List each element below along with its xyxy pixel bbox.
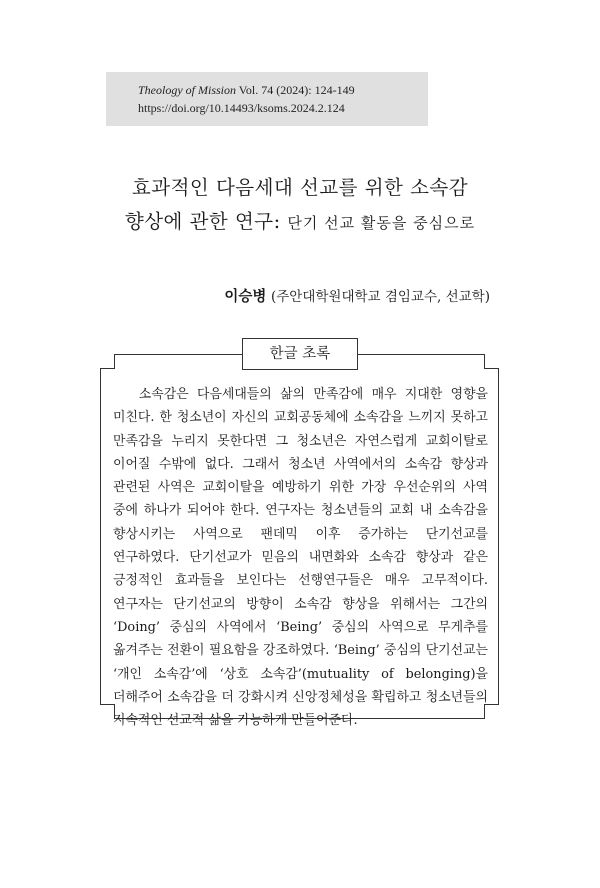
citation-box	[106, 72, 428, 126]
title-line-2	[0, 206, 600, 234]
author-affiliation: (주안대학원대학교 겸임교수, 선교학)	[270, 289, 490, 305]
journal-name: Theology of Mission	[138, 83, 236, 97]
abstract-text: 소속감은 다음세대들의 삶의 만족감에 매우 지대한 영향을 미친다. 한 청소년이 자신의 교회공동체에 소속감을 느끼지 못하고 만족감을 누리지 못한다면 그 청소년은 자연스럽게 교회이탈로 이어질 수밖에 없다. 그래서 청소년 사역에서의 소속감 향상과 관련된 사역은 교회이탈을 예방하기 위한 가장 우선순위의 사역 중에 하나가 되어야 한다. 연구자는 청소년들의 교회 내 소속감을 향상시키는 사역으로 팬데믹 이후 증가하는 단기선교를 연구하였다. 단기선교가 믿음의 내면화와 소속감 향상과 같은 긍정적인 효과들을 보인다는 선행연구들은 매우 고무적이다. 연구자는 단기선교의 방향이 소속감 향상을 위해서는 그간의 ‘Doing’ 중심의 사역에서 ‘Being’ 중심의 사역으로 무게추를 옮겨주는 전환이 필요함을 강조하였다. ‘Being’ 중심의 단기선교는 ‘개인 소속감’에 ‘상호 소속감’(mutuality of belonging)을 더해주어 소속감을 더 강화시켜 신앙정체성을 확립하고 청소년들의 지속적인 선교적 삶을 가능하게 만들어준다.	[113, 387, 488, 729]
volume-details: Vol. 74 (2024): 124-149	[238, 83, 355, 97]
abstract-label: 한글 초록	[242, 338, 358, 370]
title-line-1: 효과적인 다음세대 선교를 위한 소속감	[131, 176, 469, 199]
corner-notch-top-right	[484, 354, 499, 369]
citation-line-1	[138, 81, 428, 99]
corner-notch-top-left	[100, 354, 115, 369]
title-main: 향상에 관한 연구:	[124, 210, 281, 233]
author-name: 이승병	[224, 289, 267, 305]
doi-link[interactable]: https://doi.org/10.14493/ksoms.2024.2.124	[138, 101, 345, 115]
abstract-box	[100, 346, 499, 729]
title-subtitle: 단기 선교 활동을 중심으로	[287, 214, 476, 232]
author-line	[224, 285, 490, 306]
